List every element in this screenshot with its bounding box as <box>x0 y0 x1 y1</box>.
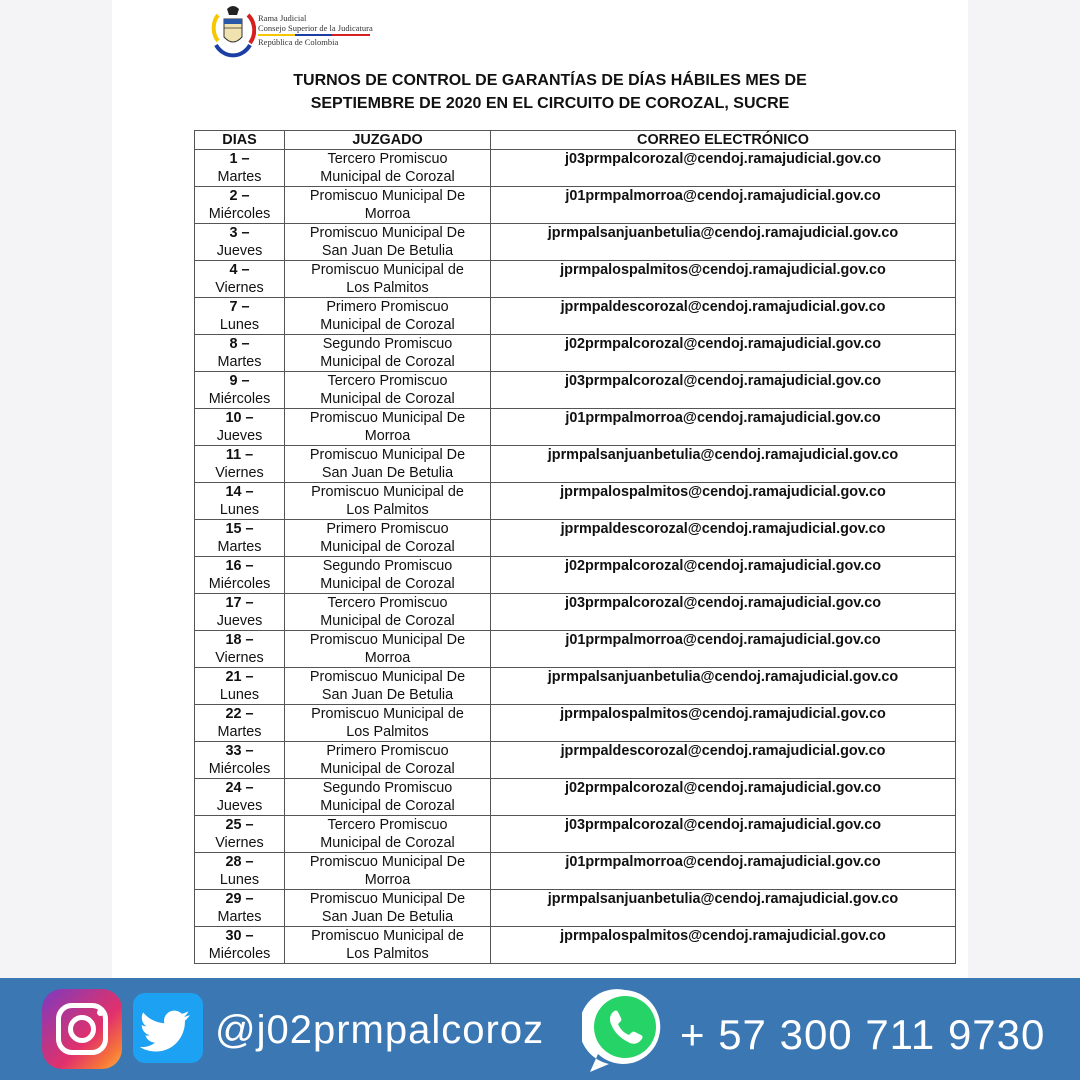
court-cell <box>285 483 491 520</box>
weekday: Miércoles <box>208 206 271 222</box>
day-cell <box>195 520 285 557</box>
email-cell[interactable]: jprmpalospalmitos@cendoj.ramajudicial.gov.co <box>491 483 956 520</box>
weekday: Viernes <box>215 465 264 481</box>
weekday: Lunes <box>219 872 260 888</box>
day-number: 30 – <box>225 928 254 944</box>
table-row <box>195 224 956 261</box>
court-cell <box>285 705 491 742</box>
header-dias: DIAS <box>195 131 285 150</box>
table-row <box>195 483 956 520</box>
day-number: 33 – <box>225 743 254 759</box>
flag-rule <box>258 34 370 36</box>
day-cell <box>195 261 285 298</box>
court-cell <box>285 594 491 631</box>
court-cell <box>285 816 491 853</box>
email-cell[interactable]: j01prmpalmorroa@cendoj.ramajudicial.gov.co <box>491 631 956 668</box>
table-row <box>195 816 956 853</box>
court-name-line-1: Promiscuo Municipal De <box>309 447 466 463</box>
email-cell[interactable]: j01prmpalmorroa@cendoj.ramajudicial.gov.co <box>491 187 956 224</box>
weekday: Jueves <box>216 243 263 259</box>
weekday: Lunes <box>219 687 260 703</box>
day-number: 24 – <box>225 780 254 796</box>
court-name-line-2: Municipal de Corozal <box>320 169 455 185</box>
court-name-line-2: Municipal de Corozal <box>320 798 455 814</box>
day-number: 11 – <box>225 447 254 463</box>
email-cell[interactable]: jprmpalsanjuanbetulia@cendoj.ramajudicial.gov.co <box>491 890 956 927</box>
court-name-line-2: Municipal de Corozal <box>320 576 455 592</box>
email-cell[interactable]: j03prmpalcorozal@cendoj.ramajudicial.gov.co <box>491 816 956 853</box>
weekday: Miércoles <box>208 761 271 777</box>
court-cell <box>285 150 491 187</box>
day-cell <box>195 853 285 890</box>
court-name-line-2: Morroa <box>364 872 411 888</box>
court-cell <box>285 779 491 816</box>
court-cell <box>285 409 491 446</box>
table-row <box>195 705 956 742</box>
day-cell <box>195 705 285 742</box>
email-cell[interactable]: jprmpaldescorozal@cendoj.ramajudicial.gov.co <box>491 298 956 335</box>
day-number: 18 – <box>225 632 254 648</box>
document-title <box>200 69 900 115</box>
weekday: Martes <box>217 539 262 555</box>
day-number: 28 – <box>225 854 254 870</box>
page-margin-right <box>968 0 1080 978</box>
table-row <box>195 298 956 335</box>
weekday: Lunes <box>219 502 260 518</box>
table-row <box>195 890 956 927</box>
court-name-line-2: Municipal de Corozal <box>320 317 455 333</box>
court-name-line-1: Promiscuo Municipal de <box>311 706 464 722</box>
day-cell <box>195 446 285 483</box>
weekday: Miércoles <box>208 391 271 407</box>
table-row <box>195 631 956 668</box>
weekday: Miércoles <box>208 576 271 592</box>
org-line-2: Consejo Superior de la Judicatura <box>258 23 373 33</box>
court-name-line-2: Municipal de Corozal <box>320 761 455 777</box>
court-cell <box>285 927 491 964</box>
table-row <box>195 409 956 446</box>
email-cell[interactable]: j03prmpalcorozal@cendoj.ramajudicial.gov.co <box>491 150 956 187</box>
email-cell[interactable]: jprmpalospalmitos@cendoj.ramajudicial.gov.co <box>491 927 956 964</box>
weekday: Miércoles <box>208 946 271 962</box>
court-name-line-2: Los Palmitos <box>346 502 429 518</box>
court-name-line-1: Promiscuo Municipal de <box>311 484 464 500</box>
court-name-line-1: Tercero Promiscuo <box>327 151 448 167</box>
email-cell[interactable]: jprmpaldescorozal@cendoj.ramajudicial.gov.co <box>491 742 956 779</box>
day-cell <box>195 335 285 372</box>
court-name-line-2: Municipal de Corozal <box>320 613 455 629</box>
rama-judicial-logo <box>210 3 385 65</box>
table-row <box>195 594 956 631</box>
day-number: 25 – <box>225 817 254 833</box>
court-name-line-2: Los Palmitos <box>346 280 429 296</box>
weekday: Lunes <box>219 317 260 333</box>
court-name-line-2: Morroa <box>364 650 411 666</box>
court-cell <box>285 224 491 261</box>
day-cell <box>195 409 285 446</box>
court-name-line-1: Tercero Promiscuo <box>327 817 448 833</box>
day-cell <box>195 224 285 261</box>
table-row <box>195 446 956 483</box>
email-cell[interactable]: j02prmpalcorozal@cendoj.ramajudicial.gov.co <box>491 557 956 594</box>
day-cell <box>195 816 285 853</box>
court-name-line-1: Promiscuo Municipal De <box>309 669 466 685</box>
court-name-line-1: Promiscuo Municipal De <box>309 632 466 648</box>
court-name-line-2: Municipal de Corozal <box>320 539 455 555</box>
court-name-line-1: Promiscuo Municipal De <box>309 854 466 870</box>
day-number: 16 – <box>225 558 254 574</box>
whatsapp-phone: + 57 300 711 9730 <box>680 1011 1046 1058</box>
court-cell <box>285 298 491 335</box>
court-name-line-2: Los Palmitos <box>346 946 429 962</box>
day-cell <box>195 631 285 668</box>
org-line-1: Rama Judicial <box>258 13 307 23</box>
court-cell <box>285 446 491 483</box>
court-name-line-1: Tercero Promiscuo <box>327 595 448 611</box>
table-header-row <box>195 131 956 150</box>
email-cell[interactable]: j01prmpalmorroa@cendoj.ramajudicial.gov.co <box>491 853 956 890</box>
weekday: Jueves <box>216 428 263 444</box>
email-cell[interactable]: jprmpalospalmitos@cendoj.ramajudicial.gov.co <box>491 705 956 742</box>
court-cell <box>285 668 491 705</box>
table-row <box>195 187 956 224</box>
day-cell <box>195 298 285 335</box>
day-number: 3 – <box>229 225 250 241</box>
whatsapp-icon[interactable] <box>582 984 668 1076</box>
title-line-1: TURNOS DE CONTROL DE GARANTÍAS DE DÍAS HÁBILES MES DE <box>293 72 807 89</box>
email-cell[interactable]: j02prmpalcorozal@cendoj.ramajudicial.gov.co <box>491 335 956 372</box>
table-row <box>195 668 956 705</box>
table-row <box>195 853 956 890</box>
court-name-line-2: Morroa <box>364 206 411 222</box>
court-cell <box>285 557 491 594</box>
org-line-3: República de Colombia <box>258 37 339 47</box>
court-name-line-2: Municipal de Corozal <box>320 835 455 851</box>
page-margin-left <box>0 0 112 978</box>
court-name-line-2: San Juan De Betulia <box>321 465 454 481</box>
email-cell[interactable]: j03prmpalcorozal@cendoj.ramajudicial.gov.co <box>491 594 956 631</box>
weekday: Jueves <box>216 613 263 629</box>
court-name-line-1: Segundo Promiscuo <box>322 336 453 352</box>
court-name-line-2: San Juan De Betulia <box>321 687 454 703</box>
table-row <box>195 520 956 557</box>
weekday: Jueves <box>216 798 263 814</box>
court-name-line-2: Municipal de Corozal <box>320 391 455 407</box>
instagram-icon[interactable] <box>42 989 122 1069</box>
court-name-line-2: Los Palmitos <box>346 724 429 740</box>
email-cell[interactable]: jprmpalsanjuanbetulia@cendoj.ramajudicial.gov.co <box>491 446 956 483</box>
coat-of-arms-icon <box>210 3 256 65</box>
header-juzgado: JUZGADO <box>285 131 491 150</box>
email-cell[interactable]: jprmpalospalmitos@cendoj.ramajudicial.gov.co <box>491 261 956 298</box>
day-number: 8 – <box>229 336 250 352</box>
court-name-line-1: Primero Promiscuo <box>326 521 449 537</box>
court-name-line-1: Promiscuo Municipal De <box>309 410 466 426</box>
twitter-icon[interactable] <box>133 993 203 1063</box>
table-row <box>195 779 956 816</box>
table-row <box>195 927 956 964</box>
court-cell <box>285 853 491 890</box>
day-number: 14 – <box>225 484 254 500</box>
court-name-line-1: Promiscuo Municipal De <box>309 891 466 907</box>
weekday: Viernes <box>215 835 264 851</box>
email-cell[interactable]: j01prmpalmorroa@cendoj.ramajudicial.gov.co <box>491 409 956 446</box>
weekday: Martes <box>217 724 262 740</box>
court-name-line-2: Municipal de Corozal <box>320 354 455 370</box>
court-name-line-1: Tercero Promiscuo <box>327 373 448 389</box>
court-name-line-1: Segundo Promiscuo <box>322 558 453 574</box>
day-cell <box>195 372 285 409</box>
day-cell <box>195 187 285 224</box>
day-cell <box>195 668 285 705</box>
day-cell <box>195 557 285 594</box>
table-row <box>195 372 956 409</box>
day-cell <box>195 483 285 520</box>
day-number: 10 – <box>225 410 254 426</box>
table-row <box>195 557 956 594</box>
table-row <box>195 335 956 372</box>
schedule-table <box>194 130 956 964</box>
day-number: 17 – <box>225 595 254 611</box>
weekday: Martes <box>217 169 262 185</box>
day-number: 1 – <box>229 151 250 167</box>
court-cell <box>285 520 491 557</box>
court-cell <box>285 335 491 372</box>
day-number: 21 – <box>225 669 254 685</box>
weekday: Viernes <box>215 650 264 666</box>
day-cell <box>195 779 285 816</box>
court-name-line-1: Primero Promiscuo <box>326 299 449 315</box>
court-name-line-1: Promiscuo Municipal De <box>309 188 466 204</box>
day-number: 9 – <box>229 373 250 389</box>
day-number: 2 – <box>229 188 250 204</box>
court-cell <box>285 890 491 927</box>
weekday: Martes <box>217 909 262 925</box>
email-cell[interactable]: j03prmpalcorozal@cendoj.ramajudicial.gov.co <box>491 372 956 409</box>
court-cell <box>285 631 491 668</box>
day-number: 22 – <box>225 706 254 722</box>
court-cell <box>285 187 491 224</box>
header-correo: CORREO ELECTRÓNICO <box>491 131 956 150</box>
court-name-line-1: Promiscuo Municipal de <box>311 262 464 278</box>
court-name-line-1: Segundo Promiscuo <box>322 780 453 796</box>
court-name-line-2: Morroa <box>364 428 411 444</box>
day-cell <box>195 890 285 927</box>
table-row <box>195 742 956 779</box>
day-cell <box>195 594 285 631</box>
table-row <box>195 150 956 187</box>
court-cell <box>285 372 491 409</box>
court-name-line-1: Primero Promiscuo <box>326 743 449 759</box>
day-number: 29 – <box>225 891 254 907</box>
social-handle: @j02prmpalcoroz <box>215 1008 545 1052</box>
court-name-line-1: Promiscuo Municipal de <box>311 928 464 944</box>
day-number: 7 – <box>229 299 250 315</box>
day-number: 15 – <box>225 521 254 537</box>
court-cell <box>285 742 491 779</box>
day-cell <box>195 742 285 779</box>
weekday: Martes <box>217 354 262 370</box>
email-cell[interactable]: jprmpalsanjuanbetulia@cendoj.ramajudicial.gov.co <box>491 668 956 705</box>
table-row <box>195 261 956 298</box>
court-name-line-2: San Juan De Betulia <box>321 909 454 925</box>
weekday: Viernes <box>215 280 264 296</box>
email-cell[interactable]: j02prmpalcorozal@cendoj.ramajudicial.gov.co <box>491 779 956 816</box>
court-name-line-2: San Juan De Betulia <box>321 243 454 259</box>
day-number: 4 – <box>229 262 250 278</box>
day-cell <box>195 150 285 187</box>
title-line-2: SEPTIEMBRE DE 2020 EN EL CIRCUITO DE COROZAL, SUCRE <box>310 95 790 112</box>
court-cell <box>285 261 491 298</box>
day-cell <box>195 927 285 964</box>
email-cell[interactable]: jprmpalsanjuanbetulia@cendoj.ramajudicial.gov.co <box>491 224 956 261</box>
court-name-line-1: Promiscuo Municipal De <box>309 225 466 241</box>
email-cell[interactable]: jprmpaldescorozal@cendoj.ramajudicial.gov.co <box>491 520 956 557</box>
